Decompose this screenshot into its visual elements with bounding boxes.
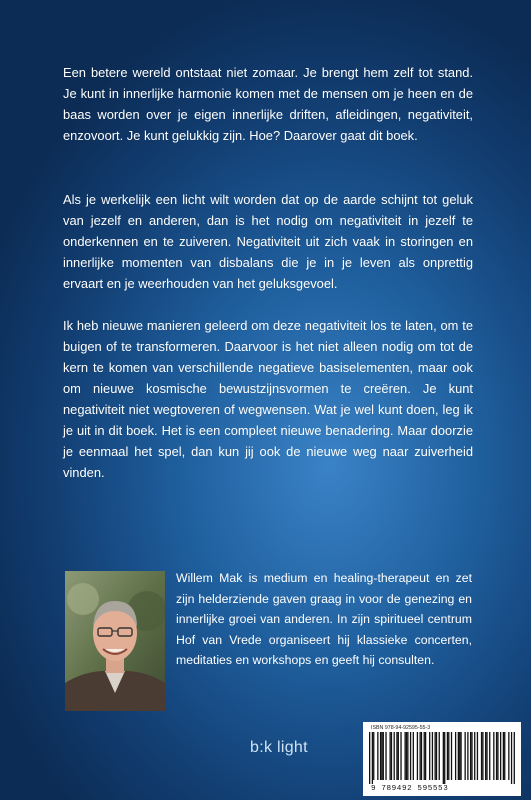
barcode-bar <box>465 732 466 780</box>
publisher-logo: b:k light <box>250 739 308 756</box>
barcode-bar <box>369 732 370 784</box>
barcode-bar <box>394 732 395 780</box>
blurb-paragraph-2: Als je werkelijk een licht wilt worden dat op de aarde schijnt tot geluk van jezelf en anderen, dan is het nodig om negativiteit in jezelf te onderkennen en te zuiveren. Negativiteit uit zich vaak in storingen en innerlijke momenten van disbalans die je in je leven als onprettig ervaart en je weerhouden van het geluksgevoel. <box>63 192 473 291</box>
barcode-bar <box>396 732 397 780</box>
barcode-bar <box>485 732 486 780</box>
barcode-bar <box>417 732 418 780</box>
barcode-bar <box>486 732 487 780</box>
barcode-bar <box>377 732 378 780</box>
barcode-bar <box>432 732 433 780</box>
barcode-bar <box>477 732 478 780</box>
barcode-bar <box>425 732 426 780</box>
author-portrait-image <box>65 571 165 711</box>
barcode-bar <box>496 732 497 780</box>
barcode-bar <box>474 732 475 780</box>
barcode-bar <box>436 732 437 780</box>
author-bio: Willem Mak is medium en healing-therapeut en zet zijn helderziende gaven graag in voor de genezing en innerlijke groei van anderen. In zijn spiritueel centrum Hof van Vrede organiseert hij klassieke concerten, meditaties en workshops en geeft hij consulten. <box>176 571 472 668</box>
barcode-bar <box>459 732 460 780</box>
barcode-bar <box>489 732 490 780</box>
barcode-bar <box>444 732 445 784</box>
barcode-bar <box>511 732 512 784</box>
barcode-bar <box>471 732 472 780</box>
barcode-bar <box>451 732 452 780</box>
barcode-bar <box>406 732 407 780</box>
barcode-bar <box>500 732 501 780</box>
barcode-bar <box>435 732 436 780</box>
barcode-bar <box>421 732 422 780</box>
isbn-label: ISBN 978-94-92595-55-3 <box>371 725 431 731</box>
barcode-bar <box>481 732 482 780</box>
barcode-bars <box>369 732 515 784</box>
barcode-bar <box>504 732 505 780</box>
barcode-bar <box>429 732 430 780</box>
barcode-bar <box>383 732 384 780</box>
barcode-bar <box>419 732 420 780</box>
barcode-bar <box>381 732 382 780</box>
barcode-bar <box>448 732 449 780</box>
barcode-bar <box>400 732 401 780</box>
blurb-paragraph-1: Een betere wereld ontstaat niet zomaar. Je brengt hem zelf tot stand. Je kunt in innerlijke harmonie komen met de mensen om je heen en de baas worden over je eigen innerlijke driften, afleidingen, negativiteit, enzovoort. Je kunt gelukkig zijn. Hoe? Daarover gaat dit boek. <box>63 65 473 143</box>
barcode-bar <box>482 732 483 780</box>
barcode-bar <box>413 732 414 780</box>
barcode-bar <box>467 732 468 780</box>
barcode-bar <box>470 732 471 780</box>
barcode-bar <box>439 732 440 780</box>
barcode-bar <box>508 732 509 780</box>
barcode-bar <box>455 732 456 780</box>
ean-digits: 9 789492 595553 <box>371 785 449 793</box>
barcode-bar <box>503 732 504 780</box>
barcode-bar <box>493 732 494 780</box>
isbn-barcode <box>363 722 521 796</box>
author-photo <box>65 571 165 711</box>
blurb-paragraph-3: Ik heb nieuwe manieren geleerd om deze negativiteit los te laten, om te buigen of te transformeren. Daarvoor is het niet alleen nodig om tot de kern te komen van verschillende negatieve basiselementen, maar ook om nieuwe kosmische bewustzijnsvormen te creëren. Je kunt negativiteit niet wegtoveren of wegwensen. Wat je wel kunt doen, leg ik je uit in dit boek. Het is een compleet nieuwe benadering. Maar doorzie je eenmaal het spel, dan kun jij ook de nieuwe weg naar zuiverheid vinden. <box>63 318 473 480</box>
barcode-bar <box>410 732 411 780</box>
barcode-bar <box>385 732 386 780</box>
barcode-bar <box>407 732 408 780</box>
barcode-bar <box>373 732 374 780</box>
barcode-bar <box>380 732 381 780</box>
barcode-bar <box>460 732 461 780</box>
barcode-bar <box>404 732 405 780</box>
barcode-bar <box>424 732 425 780</box>
barcode-bar <box>389 732 390 780</box>
barcode-bar <box>398 732 399 780</box>
barcode-bar <box>458 732 459 780</box>
barcode-bar <box>514 732 515 784</box>
barcode-bar <box>497 732 498 780</box>
barcode-bar <box>447 732 448 780</box>
barcode-bar <box>443 732 444 784</box>
barcode-bar <box>372 732 373 784</box>
barcode-bar <box>391 732 392 780</box>
